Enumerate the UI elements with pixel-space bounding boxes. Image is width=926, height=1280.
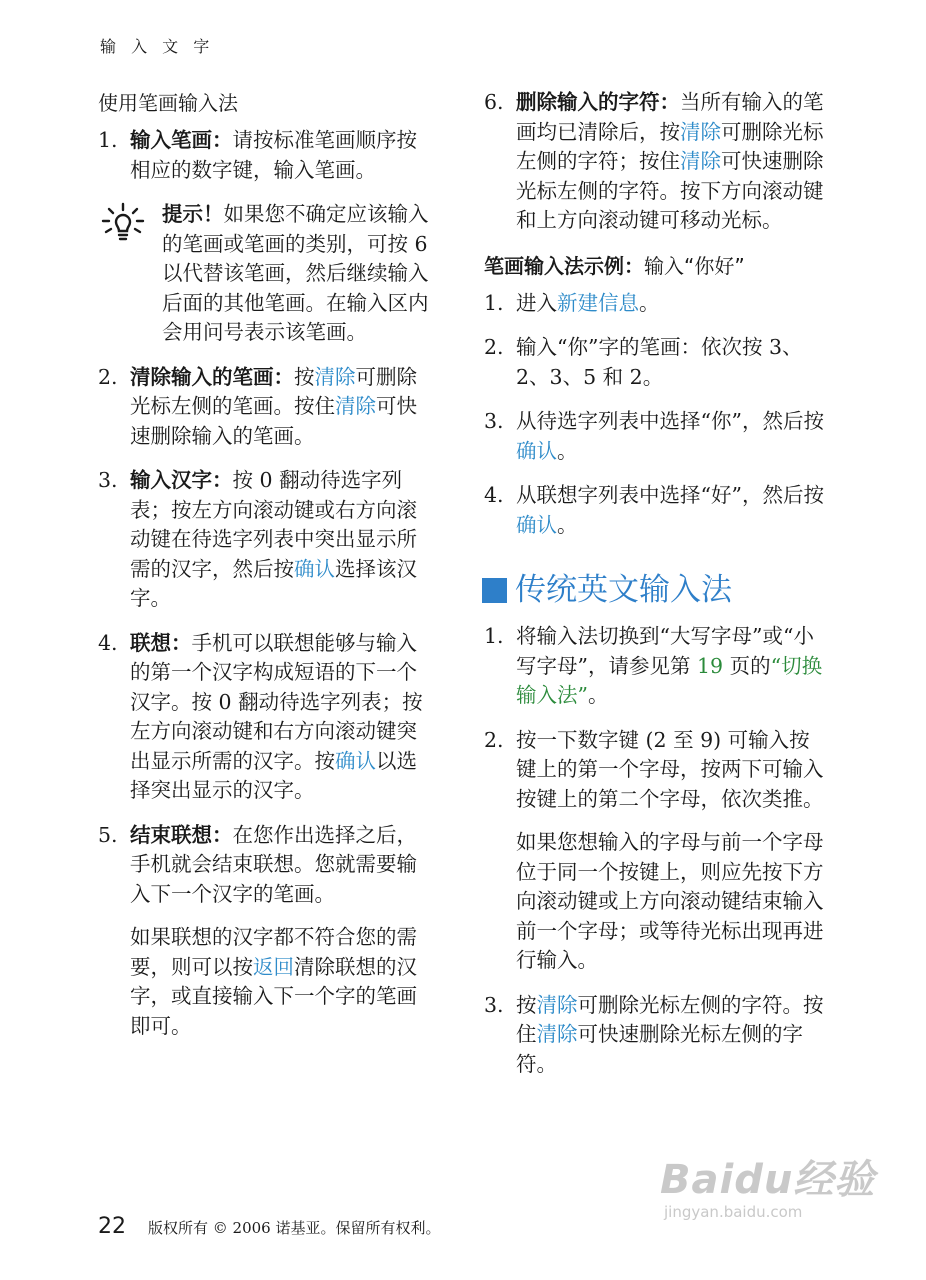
list-item: 3. 输入汉字：按 0 翻动待选字列表；按左方向滚动键或右方向滚动键在待选字列表中突出显示所需的汉字，然后按确认选择该汉字。 bbox=[98, 468, 417, 610]
example-heading: 笔画输入法示例：输入“你好” bbox=[484, 253, 745, 278]
page-footer bbox=[98, 1214, 440, 1239]
softkey-link: 清除 bbox=[680, 119, 721, 144]
softkey-link: 返回 bbox=[253, 954, 294, 979]
list-item: 6. 删除输入的字符：当所有输入的笔画均已清除后，按清除可删除光标左侧的字符；按住清除可快速删除光标左侧的字符。按下方向滚动键和上方向滚动键可移动光标。 bbox=[484, 90, 824, 232]
paragraph: 如果您想输入的字母与前一个字母位于同一个按键上，则应先按下方向滚动键或上方向滚动键结束输入前一个字母；或等待光标出现再进行输入。 bbox=[516, 830, 824, 972]
list-item: 1. 进入新建信息。 bbox=[484, 290, 660, 315]
watermark-url: jingyan.baidu.com bbox=[664, 1203, 803, 1221]
list-item: 5. 结束联想：在您作出选择之后，手机就会结束联想。您就需要输入下一个汉字的笔画。 如果联想的汉字都不符合您的需要，则可以按返回清除联想的汉字，或直接输入下一个字的笔画即可。 bbox=[98, 821, 436, 1042]
list-item: 2. 输入“你”字的笔画：依次按 3、2、3、5 和 2。 bbox=[484, 335, 803, 389]
square-bullet-icon bbox=[482, 578, 507, 603]
list-item: 4. 联想：手机可以联想能够与输入的第一个汉字构成短语的下一个汉字。按 0 翻动待选字列表；按左方向滚动键和右方向滚动键突出显示所需的汉字。按确认以选择突出显示的汉字。 bbox=[98, 630, 423, 802]
softkey-link: 确认 bbox=[516, 512, 557, 537]
running-header: 输 入 文 字 bbox=[100, 37, 215, 56]
softkey-link: 确认 bbox=[516, 438, 557, 463]
cross-reference-link[interactable]: “切换输入法” bbox=[516, 653, 823, 707]
softkey-link: 清除 bbox=[680, 149, 721, 173]
right-column bbox=[484, 88, 826, 1094]
copyright-notice: 版权所有 © 2006 诺基亚。保留所有权利。 bbox=[148, 1219, 441, 1237]
softkey-link: 清除 bbox=[314, 364, 356, 389]
section-title: 传统英文输入法 bbox=[482, 570, 826, 610]
menu-link: 新建信息 bbox=[557, 290, 639, 315]
section-heading: 使用笔画输入法 bbox=[98, 91, 238, 115]
lightbulb-icon bbox=[100, 202, 146, 244]
tip-box: 提示！如果您不确定应该输入的笔画或笔画的类别，可按 6 以代替该笔画，然后继续输入后面的其他笔画。在输入区内会用问号表示该笔画。 bbox=[98, 200, 436, 348]
list-item: 1. 将输入法切换到“大写字母”或“小写字母”，请参见第 19 页的“切换输入法”。 bbox=[484, 624, 823, 707]
baidu-watermark bbox=[660, 1148, 880, 1244]
list-item: 3. 按清除可删除光标左侧的字符。按住清除可快速删除光标左侧的字符。 bbox=[484, 992, 824, 1076]
page-reference[interactable]: 19 bbox=[697, 653, 724, 678]
list-item: 2. 按一下数字键 (2 至 9) 可输入按键上的第一个字母，按两下可输入按键上的第二个字母，依次类推。 如果您想输入的字母与前一个字母位于同一个按键上，则应先按下方向滚动键或上方向滚动键结束输入前一个字母；或等待光标出现再进行输入。 bbox=[484, 726, 826, 976]
list-item: 2. 清除输入的笔画：按清除可删除光标左侧的笔画。按住清除可快速删除输入的笔画。 bbox=[98, 364, 417, 448]
paragraph: 如果联想的汉字都不符合您的需要，则可以按返回清除联想的汉字，或直接输入下一个字的笔画即可。 bbox=[130, 925, 417, 1038]
softkey-link: 清除 bbox=[335, 394, 376, 418]
page-number: 22 bbox=[98, 1214, 126, 1239]
watermark-logo: Baidu经验 bbox=[660, 1157, 876, 1203]
list-item: 4. 从联想字列表中选择“好”，然后按确认。 bbox=[484, 483, 824, 537]
softkey-link: 确认 bbox=[294, 556, 335, 581]
list-item: 1. 输入笔画：请按标准笔画顺序按相应的数字键，输入笔画。 bbox=[98, 128, 417, 182]
left-column bbox=[98, 88, 436, 1056]
softkey-link: 清除 bbox=[536, 992, 578, 1017]
softkey-link: 清除 bbox=[536, 1022, 578, 1046]
list-item: 3. 从待选字列表中选择“你”，然后按确认。 bbox=[484, 409, 824, 463]
softkey-link: 确认 bbox=[335, 748, 376, 773]
